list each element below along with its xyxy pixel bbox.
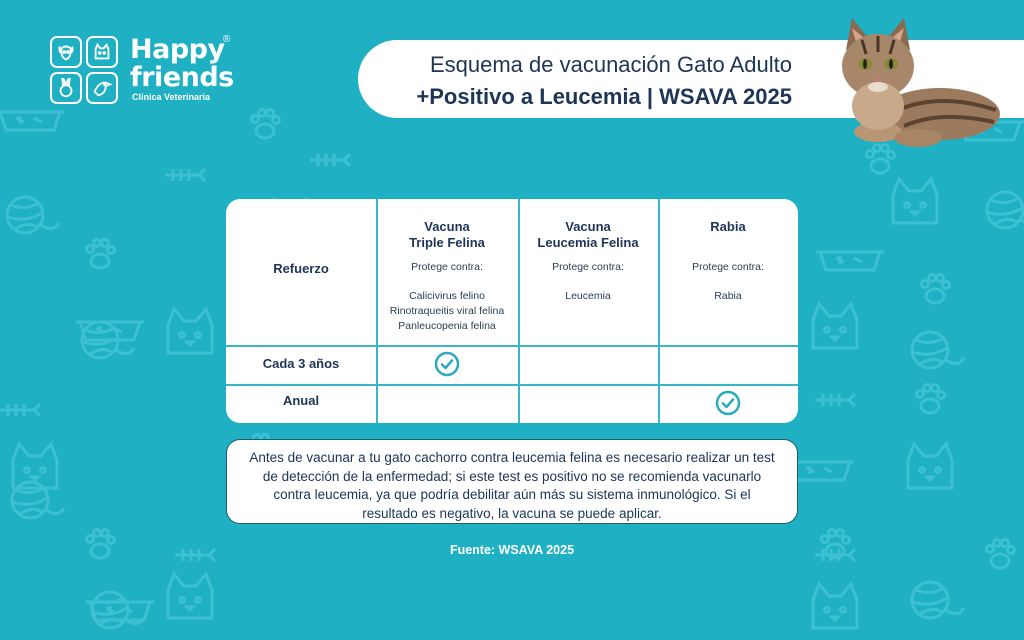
registered-mark: ® bbox=[223, 34, 231, 45]
page-subtitle: +Positivo a Leucemia | WSAVA 2025 bbox=[416, 84, 792, 109]
protects-list bbox=[376, 289, 518, 334]
list-item: Panleucopenia felina bbox=[398, 320, 496, 332]
row-header-refuerzo: Refuerzo bbox=[273, 261, 329, 276]
brand-subtitle: Clínica Veterinaria bbox=[132, 92, 211, 102]
list-item: Leucemia bbox=[565, 290, 611, 302]
cat-illustration bbox=[828, 14, 1004, 154]
brand-name-line2: friends bbox=[130, 62, 234, 93]
bird-icon bbox=[86, 72, 118, 104]
list-item: Rabia bbox=[714, 290, 742, 302]
dog-icon bbox=[50, 36, 82, 68]
column-leucemia-felina bbox=[518, 219, 658, 304]
row-label-anual: Anual bbox=[282, 393, 320, 408]
column-title: Rabia bbox=[710, 219, 746, 234]
protects-label: Protege contra: bbox=[692, 261, 764, 273]
protects-label: Protege contra: bbox=[552, 261, 624, 273]
row-label-cada-3-anos: Cada 3 años bbox=[262, 356, 340, 371]
brand-name-line1: Happy bbox=[130, 34, 225, 65]
list-item: Calicivirus felino bbox=[409, 290, 485, 302]
protects-label: Protege contra: bbox=[411, 261, 483, 273]
check-icon bbox=[715, 390, 741, 416]
protects-list bbox=[658, 289, 798, 304]
table-divider bbox=[226, 384, 798, 386]
rabbit-icon bbox=[50, 72, 82, 104]
table-divider bbox=[226, 345, 798, 347]
column-triple-felina bbox=[376, 219, 518, 334]
cat-icon bbox=[86, 36, 118, 68]
column-title: Vacuna Triple Felina bbox=[409, 219, 485, 250]
page-title: Esquema de vacunación Gato Adulto bbox=[429, 52, 792, 77]
column-rabia bbox=[658, 219, 798, 304]
logo-icon-grid bbox=[50, 36, 118, 104]
check-icon bbox=[434, 351, 460, 377]
brand-logo bbox=[50, 36, 240, 104]
source-citation: Fuente: WSAVA 2025 bbox=[449, 543, 575, 557]
vaccination-table bbox=[226, 199, 798, 423]
protects-list bbox=[518, 289, 658, 304]
list-item: Rinotraqueitis viral felina bbox=[389, 305, 505, 317]
note-text: Antes de vacunar a tu gato cachorro contra leucemia felina es necesario realizar un test de detección de la enfermedad; si este test es positivo no se recomienda vacunarlo contra leucemia, ya que podría debilitar aún más su sistema inmunológico. Si el resultado es negativo, la vacuna se puede aplicar. bbox=[226, 439, 798, 524]
column-title: Vacuna Leucemia Felina bbox=[537, 219, 639, 250]
